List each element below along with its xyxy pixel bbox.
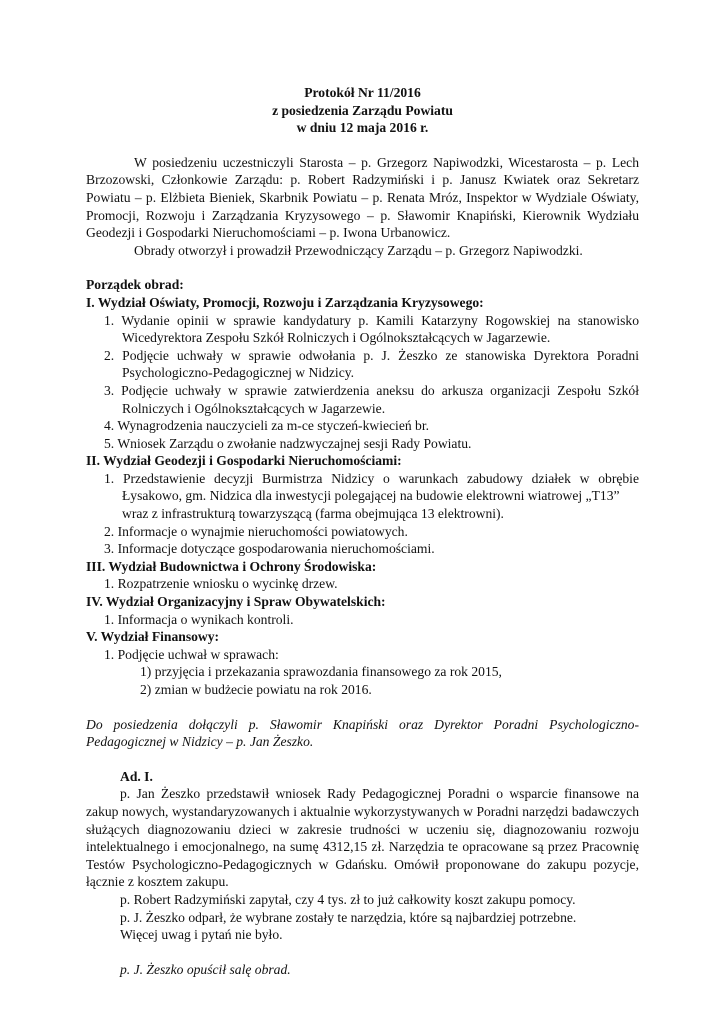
agenda-item: 1. Przedstawienie decyzji Burmistrza Nidzicy o warunkach zabudowy działek w obrębie Łysakowo, gm. Nidzica dla inwestycji polegającej na budowie elektrowni wiatrowej „T13”	[104, 470, 639, 504]
agenda-item: 2. Informacje o wynajmie nieruchomości powiatowych.	[104, 523, 408, 539]
ad-1-answer: p. J. Żeszko odparł, że wybrane zostały te narzędzia, które są najbardziej potrzebne.	[120, 909, 577, 925]
agenda-subitem: 2) zmian w budżecie powiatu na rok 2016.	[140, 682, 372, 697]
agenda-item: 5. Wniosek Zarządu o zwołanie nadzwyczajnej sesji Rady Powiatu.	[104, 435, 472, 451]
agenda-item: 1. Podjęcie uchwał w sprawach:	[104, 646, 279, 662]
agenda-item: 3. Informacje dotyczące gospodarowania nieruchomościami.	[104, 541, 435, 557]
agenda-section-5-title: V. Wydział Finansowy:	[86, 629, 220, 645]
agenda-section-1-title: I. Wydział Oświaty, Promocji, Rozwoju i Zarządzania Kryzysowego:	[86, 294, 484, 310]
agenda-item: 1. Rozpatrzenie wniosku o wycinkę drzew.	[104, 576, 338, 592]
protocol-date: w dniu 12 maja 2016 r.	[296, 120, 429, 136]
ad-1-heading: Ad. I.	[120, 768, 153, 784]
ad-1-paragraph: p. Jan Żeszko przedstawił wniosek Rady Pedagogicznej Poradni o wsparcie finansowe na zakup nowych, wystandaryzowanych i aktualnie wykorzystywanych w Poradni narzędzi badawczych służących diagnozowaniu dzieci w zakresie trudności w uczeniu się, diagnozowaniu rozwoju intelektualnego i emocjonalnego, na sumę 4312,15 zł. Narzędzia te opracowane są przez Pracownię Testów Psychologiczno-Pedagogicznych w Gdańsku. Omówił proponowane do zakupu pozycje, łącznie z kosztem zakupu.	[86, 786, 639, 890]
joined-note: Do posiedzenia dołączyli p. Sławomir Knapiński oraz Dyrektor Poradni Psychologiczno-Pedagogicznej w Nidzicy – p. Jan Żeszko.	[86, 716, 639, 750]
agenda-item: 4. Wynagrodzenia nauczycieli za m-ce styczeń-kwiecień br.	[104, 418, 430, 434]
ad-1-question: p. Robert Radzymiński zapytał, czy 4 tys. zł to już całkowity koszt zakupu pomocy.	[120, 891, 576, 907]
agenda-heading: Porządek obrad:	[86, 277, 184, 293]
agenda-section-2-title: II. Wydział Geodezji i Gospodarki Nieruchomościami:	[86, 453, 402, 469]
opening-paragraph: Obrady otworzył i prowadził Przewodniczący Zarządu – p. Grzegorz Napiwodzki.	[134, 242, 583, 258]
protocol-subtitle: z posiedzenia Zarządu Powiatu	[272, 102, 453, 118]
agenda-item: 2. Podjęcie uchwały w sprawie odwołania p. J. Żeszko ze stanowiska Dyrektora Poradni Psychologiczno-Pedagogicznej w Nidzicy.	[104, 347, 639, 381]
agenda-item: 3. Podjęcie uchwały w sprawie zatwierdzenia aneksu do arkusza organizacji Zespołu Szkół Rolniczych i Ogólnokształcących w Jagarzewie.	[104, 382, 639, 416]
left-note: p. J. Żeszko opuścił salę obrad.	[120, 961, 291, 977]
agenda-subitem: 1) przyjęcia i przekazania sprawozdania finansowego za rok 2015,	[140, 664, 502, 680]
agenda-section-4-title: IV. Wydział Organizacyjny i Spraw Obywatelskich:	[86, 594, 386, 610]
attendance-paragraph: W posiedzeniu uczestniczyli Starosta – p. Grzegorz Napiwodzki, Wicestarosta – p. Lech Brzozowski, Członkowie Zarządu: p. Robert Radzymiński i p. Janusz Kwiatek oraz Sekretarz Powiatu – p. Elżbieta Bieniek, Skarbnik Powiatu – p. Renata Mróz, Inspektor w Wydziale Oświaty, Promocji, Rozwoju i Zarządzania Kryzysowego – p. Sławomir Knapiński, Kierownik Wydziału Geodezji i Gospodarki Nieruchomościami – p. Iwona Urbanowicz.	[86, 154, 639, 241]
agenda-item: 1. Informacja o wynikach kontroli.	[104, 611, 294, 627]
protocol-number: Protokół Nr 11/2016	[304, 85, 421, 100]
ad-1-closing: Więcej uwag i pytań nie było.	[120, 927, 283, 943]
agenda-item-continuation: wraz z infrastrukturą towarzyszącą (farma obejmująca 13 elektrowni).	[122, 506, 504, 522]
agenda-item: 1. Wydanie opinii w sprawie kandydatury p. Kamili Katarzyny Rogowskiej na stanowisko Wicedyrektora Zespołu Szkół Rolniczych i Ogólnokształcących w Jagarzewie.	[104, 312, 639, 346]
agenda-section-3-title: III. Wydział Budownictwa i Ochrony Środowiska:	[86, 558, 377, 574]
